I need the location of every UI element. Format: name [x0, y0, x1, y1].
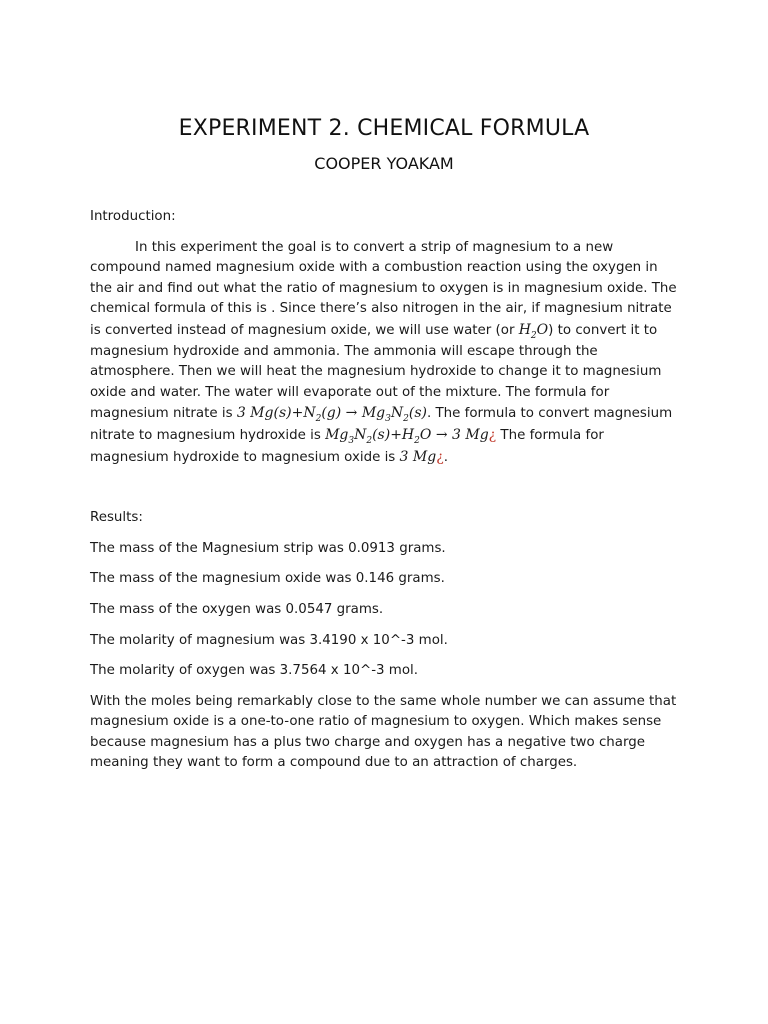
result-line: The mass of the magnesium oxide was 0.146 grams. — [90, 571, 445, 587]
result-line: The molarity of oxygen was 3.7564 x 10^-3 mol. — [90, 663, 419, 679]
water-formula: $H_2O$ — [518, 321, 549, 341]
intro-text-2: ) to convert it to magnesium hydroxide and ammonia. The ammonia will escape through the atmosphere. Then we will heat the magnesium hydroxide to change it to magnesium oxide and water. The water will evaporate out of the mixture. The formula for magnesium nitrate is — [90, 322, 662, 422]
document-author: COOPER YOAKAM — [314, 154, 454, 173]
introduction-paragraph — [90, 238, 680, 469]
intro-text-3: . The formula to convert magnesium nitrate to magnesium hydroxide is — [90, 406, 673, 443]
result-line: The molarity of magnesium was 3.4190 x 10^-3 mol. — [90, 632, 448, 648]
result-line: The mass of the oxygen was 0.0547 grams. — [90, 601, 384, 617]
intro-text-1: In this experiment the goal is to convert a strip of magnesium to a new compound named magnesium oxide with a combustion reaction using the oxygen in the air and find out what the ratio of magnesium to oxygen is in magnesium oxide. The chemical formula of this is . Since there’s also nitrogen in the air, if magnesium nitrate is converted instead of magnesium oxide, we will use water (or — [90, 239, 677, 338]
document-body — [90, 205, 680, 774]
results-heading: Results: — [90, 510, 143, 526]
hydroxide-equation: $Mg_3N_2(s)+H_2O \to 3$ Mg¿ — [325, 426, 497, 446]
nitrate-equation: 3 $Mg(s)+N_2(g) \to Mg_3N_2(s)$ — [236, 405, 427, 425]
intro-text-5: . — [443, 449, 448, 465]
introduction-heading: Introduction: — [90, 209, 176, 224]
intro-text-4: The formula for magnesium hydroxide to magnesium oxide is — [90, 427, 604, 465]
oxide-equation: 3 Mg¿ — [399, 448, 444, 465]
result-line: The mass of the Magnesium strip was 0.0913 grams. — [90, 540, 446, 556]
conclusion-paragraph: With the moles being remarkably close to the same whole number we can assume that magnesium oxide is a one-to-one ratio of magnesium to oxygen. Which makes sense because magnesium has a plus two charge and oxygen has a negative two charge meaning they want to form a compound due to an attraction of charges. — [90, 693, 677, 771]
document-title: EXPERIMENT 2. CHEMICAL FORMULA — [178, 116, 590, 141]
